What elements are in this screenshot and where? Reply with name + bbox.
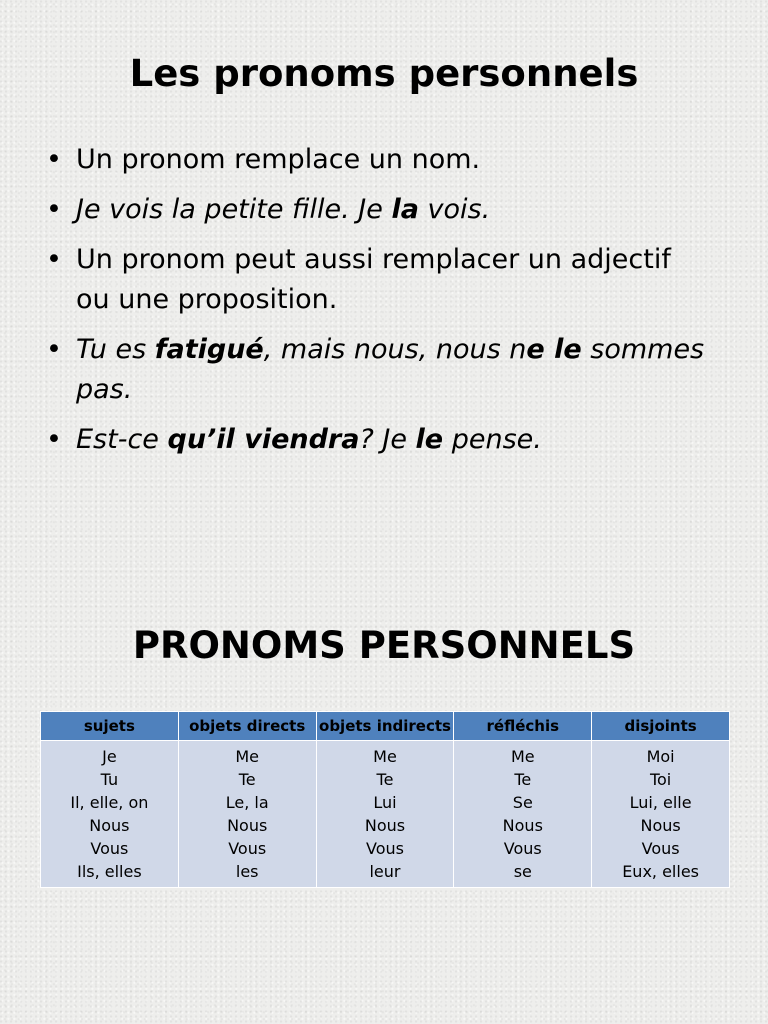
table-cell (41, 741, 179, 888)
pronoun: Lui (373, 793, 397, 812)
bullet-segment: sommes pas. (76, 334, 705, 405)
bullet-dot-icon: • (46, 424, 62, 455)
pronoun-table (40, 711, 730, 888)
slide-title: PRONOMS PERSONNELS (132, 624, 636, 667)
pronoun: Tu (100, 770, 119, 789)
bullet-segment: vois. (418, 194, 491, 225)
table-cell (316, 741, 454, 888)
bullet-segment: fatigué (154, 334, 264, 365)
table-cell (178, 741, 316, 888)
slide-2 (0, 512, 768, 1024)
bullet-dot-icon: • (46, 194, 62, 225)
bullet-segment: Un pronom peut aussi remplacer un adjectif ou une proposition. (76, 244, 671, 315)
bullet-dot-icon: • (46, 144, 62, 175)
bullet-segment: , mais nous, nous n (263, 334, 527, 365)
bullet-text (76, 334, 704, 405)
slide-title: Les pronoms personnels (129, 52, 639, 95)
pronoun: Vous (228, 839, 267, 858)
pronoun: leur (369, 862, 401, 881)
bullet-text (76, 194, 490, 225)
pronoun: Il, elle, on (70, 793, 149, 812)
bullet-segment: Un pronom remplace un nom. (76, 144, 481, 175)
bullet-segment: Est-ce (76, 424, 168, 455)
pronoun: Le, la (225, 793, 269, 812)
bullet-list (46, 140, 706, 470)
table-header-row (41, 712, 730, 741)
bullet-item (46, 190, 706, 230)
pronoun: Toi (649, 770, 672, 789)
pronoun: Me (235, 747, 260, 766)
pronoun: Je (102, 747, 117, 766)
bullet-segment: pense. (443, 424, 542, 455)
bullet-item (46, 240, 706, 320)
pronoun: Me (373, 747, 397, 766)
pronoun: Nous (640, 816, 681, 835)
bullet-item (46, 140, 706, 180)
bullet-segment: le (415, 424, 444, 455)
bullet-text (76, 424, 542, 455)
bullet-item (46, 420, 706, 460)
column-header-objets-directs: objets directs (178, 712, 316, 741)
pronoun: Te (514, 770, 532, 789)
bullet-item (46, 330, 706, 410)
pronoun: Nous (502, 816, 543, 835)
pronoun: Vous (90, 839, 129, 858)
bullet-text (76, 244, 671, 315)
pronoun: Nous (364, 816, 406, 835)
pronoun: Vous (641, 839, 680, 858)
pronoun: Se (512, 793, 533, 812)
pronoun: les (235, 862, 259, 881)
column-header-objets-indirects: objets indirects (316, 712, 454, 741)
bullet-segment: Tu es (76, 334, 155, 365)
pronoun: Lui, elle (629, 793, 692, 812)
pronoun: Vous (503, 839, 542, 858)
bullet-segment: ? Je (359, 424, 416, 455)
pronoun: se (513, 862, 532, 881)
pronoun: Me (510, 747, 535, 766)
pronoun: Moi (646, 747, 675, 766)
pronoun: Nous (89, 816, 130, 835)
column-header-reflechis: réfléchis (454, 712, 592, 741)
pronoun: Te (238, 770, 256, 789)
pronoun: Nous (227, 816, 268, 835)
table-cell (454, 741, 592, 888)
bullet-segment: qu’il viendra (167, 424, 360, 455)
column-header-disjoints: disjoints (592, 712, 730, 741)
pronoun: Ils, elles (77, 862, 142, 881)
pronoun: Te (376, 770, 394, 789)
pronoun: Eux, elles (622, 862, 699, 881)
bullet-segment: la (391, 194, 419, 225)
bullet-dot-icon: • (46, 334, 62, 365)
table-cell (592, 741, 730, 888)
bullet-text (76, 144, 480, 175)
pronoun: Vous (366, 839, 404, 858)
bullet-dot-icon: • (46, 244, 62, 275)
table-row (41, 741, 730, 888)
bullet-segment: e le (526, 334, 582, 365)
bullet-segment: Je vois la petite fille. Je (76, 194, 392, 225)
column-header-sujets: sujets (41, 712, 179, 741)
